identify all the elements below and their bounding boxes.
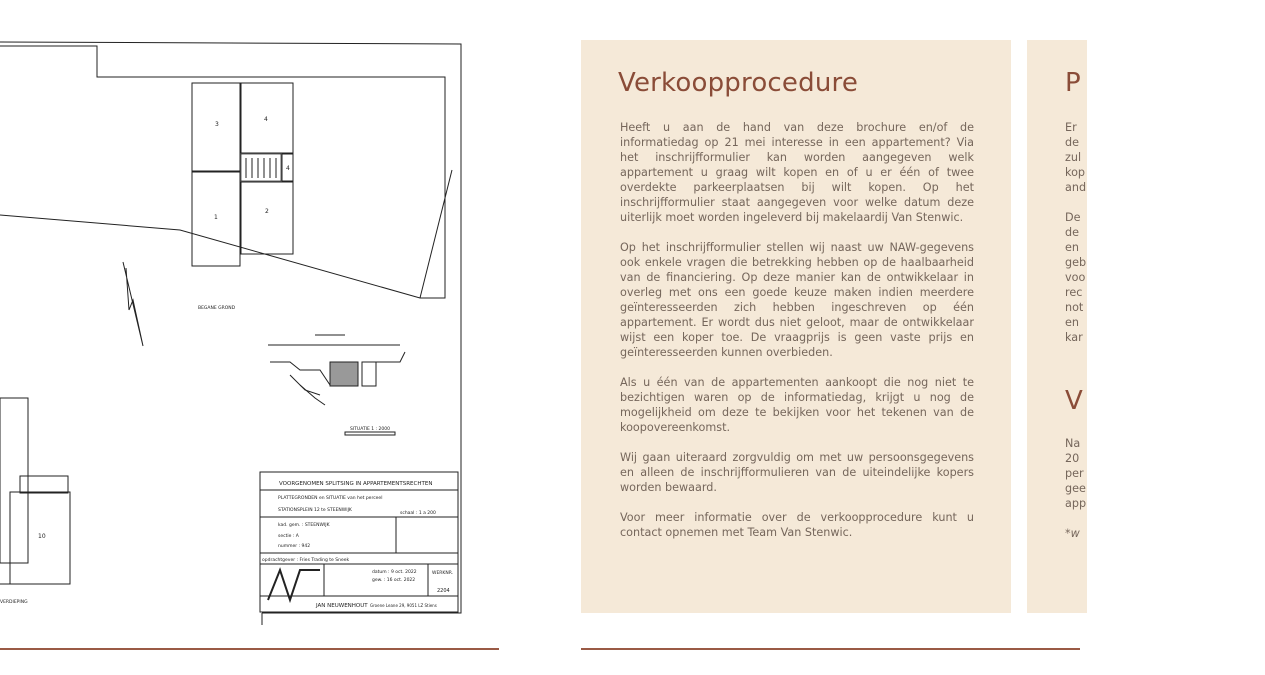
panel-title: Verkoopprocedure — [618, 68, 859, 98]
sales-procedure-panel — [581, 40, 1011, 613]
unit-number-3: 3 — [215, 121, 219, 128]
side-line: per — [1065, 467, 1084, 480]
side-text-block-c — [1065, 436, 1265, 541]
side-line: de — [1065, 136, 1079, 149]
title-block-sectie: sectie : A — [278, 534, 299, 539]
title-block-scale: schaal : 1 a 200 — [400, 511, 436, 516]
side-text-block-a — [1065, 120, 1265, 345]
side-line: *w — [1065, 527, 1080, 540]
title-block-adviseur: JAN NEUWENHOUT — [316, 603, 368, 609]
side-line: Er — [1065, 121, 1077, 134]
label-situation: SITUATIE 1 : 2000 — [350, 427, 390, 432]
label-ground-floor: BEGANE GROND — [198, 306, 236, 311]
unit-number-4: 4 — [264, 116, 268, 123]
title-block-nummer: nummer : 942 — [278, 544, 311, 549]
panel-body — [620, 120, 974, 555]
side-line: voo — [1065, 271, 1086, 284]
side-line: kop — [1065, 166, 1086, 179]
side-line: geb — [1065, 256, 1087, 269]
title-block-adres: Groene Leane 29, 9051 LZ Stiens — [370, 603, 437, 608]
floor-plan-drawing — [0, 0, 500, 640]
side-line: en — [1065, 241, 1079, 254]
side-line: and — [1065, 181, 1087, 194]
paragraph: Voor meer informatie over de verkoopprocedure kunt u contact opnemen met Team Van Stenwic. — [620, 511, 974, 539]
title-block-line2: STATIONSPLEIN 12 te STEENWIJK — [278, 508, 352, 513]
title-block-werknr-label: WERKNR. — [432, 571, 454, 576]
title-block-gew: gew. : 16 oct. 2022 — [372, 578, 416, 583]
title-block-line1: PLATTEGRONDEN en SITUATIE van het perceel — [278, 496, 383, 501]
divider-left — [0, 648, 499, 650]
title-block-werknr: 2204 — [437, 588, 450, 594]
side-line: app — [1065, 497, 1087, 510]
side-line: en — [1065, 316, 1079, 329]
paragraph: Heeft u aan de hand van deze brochure en/of de informatiedag op 21 mei interesse in een appartement? Via het inschrijfformulier kan worden aangegeven welk appartement u graag wilt kopen en of u er één of twee overdekte parkeerplaatsen bij wilt kopen. Op het inschrijfformulier staat aangegeven voor welke datum deze uiterlijk moet worden ingeleverd bij makelaardij Van Stenwic. — [620, 121, 974, 224]
side-line: gee — [1065, 482, 1086, 495]
paragraph: Als u één van de appartementen aankoopt die nog niet te bezichtigen waren op de informatiedag, krijgt u nog de mogelijkheid om deze te bekijken voor het tekenen van de koopovereenkomst. — [620, 376, 974, 434]
title-block-opdrachtgever: opdrachtgever : Fries Trading te Sneek — [262, 558, 350, 563]
unit-number-1: 1 — [214, 214, 218, 221]
title-block-heading: VOORGENOMEN SPLITSING IN APPARTEMENTSRECHTEN — [279, 481, 433, 487]
side-line: not — [1065, 301, 1084, 314]
title-block-datum: datum : 9 oct. 2022 — [372, 570, 417, 575]
side-line: zul — [1065, 151, 1082, 164]
side-line: kar — [1065, 331, 1083, 344]
side-title-mid: V — [1065, 386, 1083, 416]
side-line: De — [1065, 211, 1081, 224]
side-line: 20 — [1065, 452, 1080, 465]
unit-number-4b: 4 — [286, 165, 290, 172]
side-line: rec — [1065, 286, 1083, 299]
divider-right — [581, 648, 1080, 650]
unit-number-10: 10 — [38, 533, 46, 540]
paragraph: Op het inschrijfformulier stellen wij naast uw NAW-gegevens ook enkele vragen die betrekking hebben op de haalbaarheid van de financiering. Op deze manier kan de ontwikkelaar in overleg met ons een goede keuze maken indien meerdere geïnteresseerden zich hebben ingeschreven op één appartement. Er wordt dus niet geloot, maar de ontwikkelaar wijst een koper toe. De vraagprijs is geen vaste prijs en geïnteresseerden kunnen overbieden. — [620, 241, 974, 359]
unit-number-2: 2 — [265, 208, 269, 215]
side-line: Na — [1065, 437, 1081, 450]
side-title-top: P — [1065, 68, 1081, 98]
side-line: de — [1065, 226, 1079, 239]
next-page-panel — [1027, 40, 1087, 613]
label-floor: VERDIEPING — [0, 600, 28, 605]
paragraph: Wij gaan uiteraard zorgvuldig om met uw persoonsgegevens en alleen de inschrijfformulieren van de uiteindelijke kopers worden bewaard. — [620, 451, 974, 494]
title-block-kad-gem: kad. gem. : STEENWIJK — [278, 523, 330, 528]
